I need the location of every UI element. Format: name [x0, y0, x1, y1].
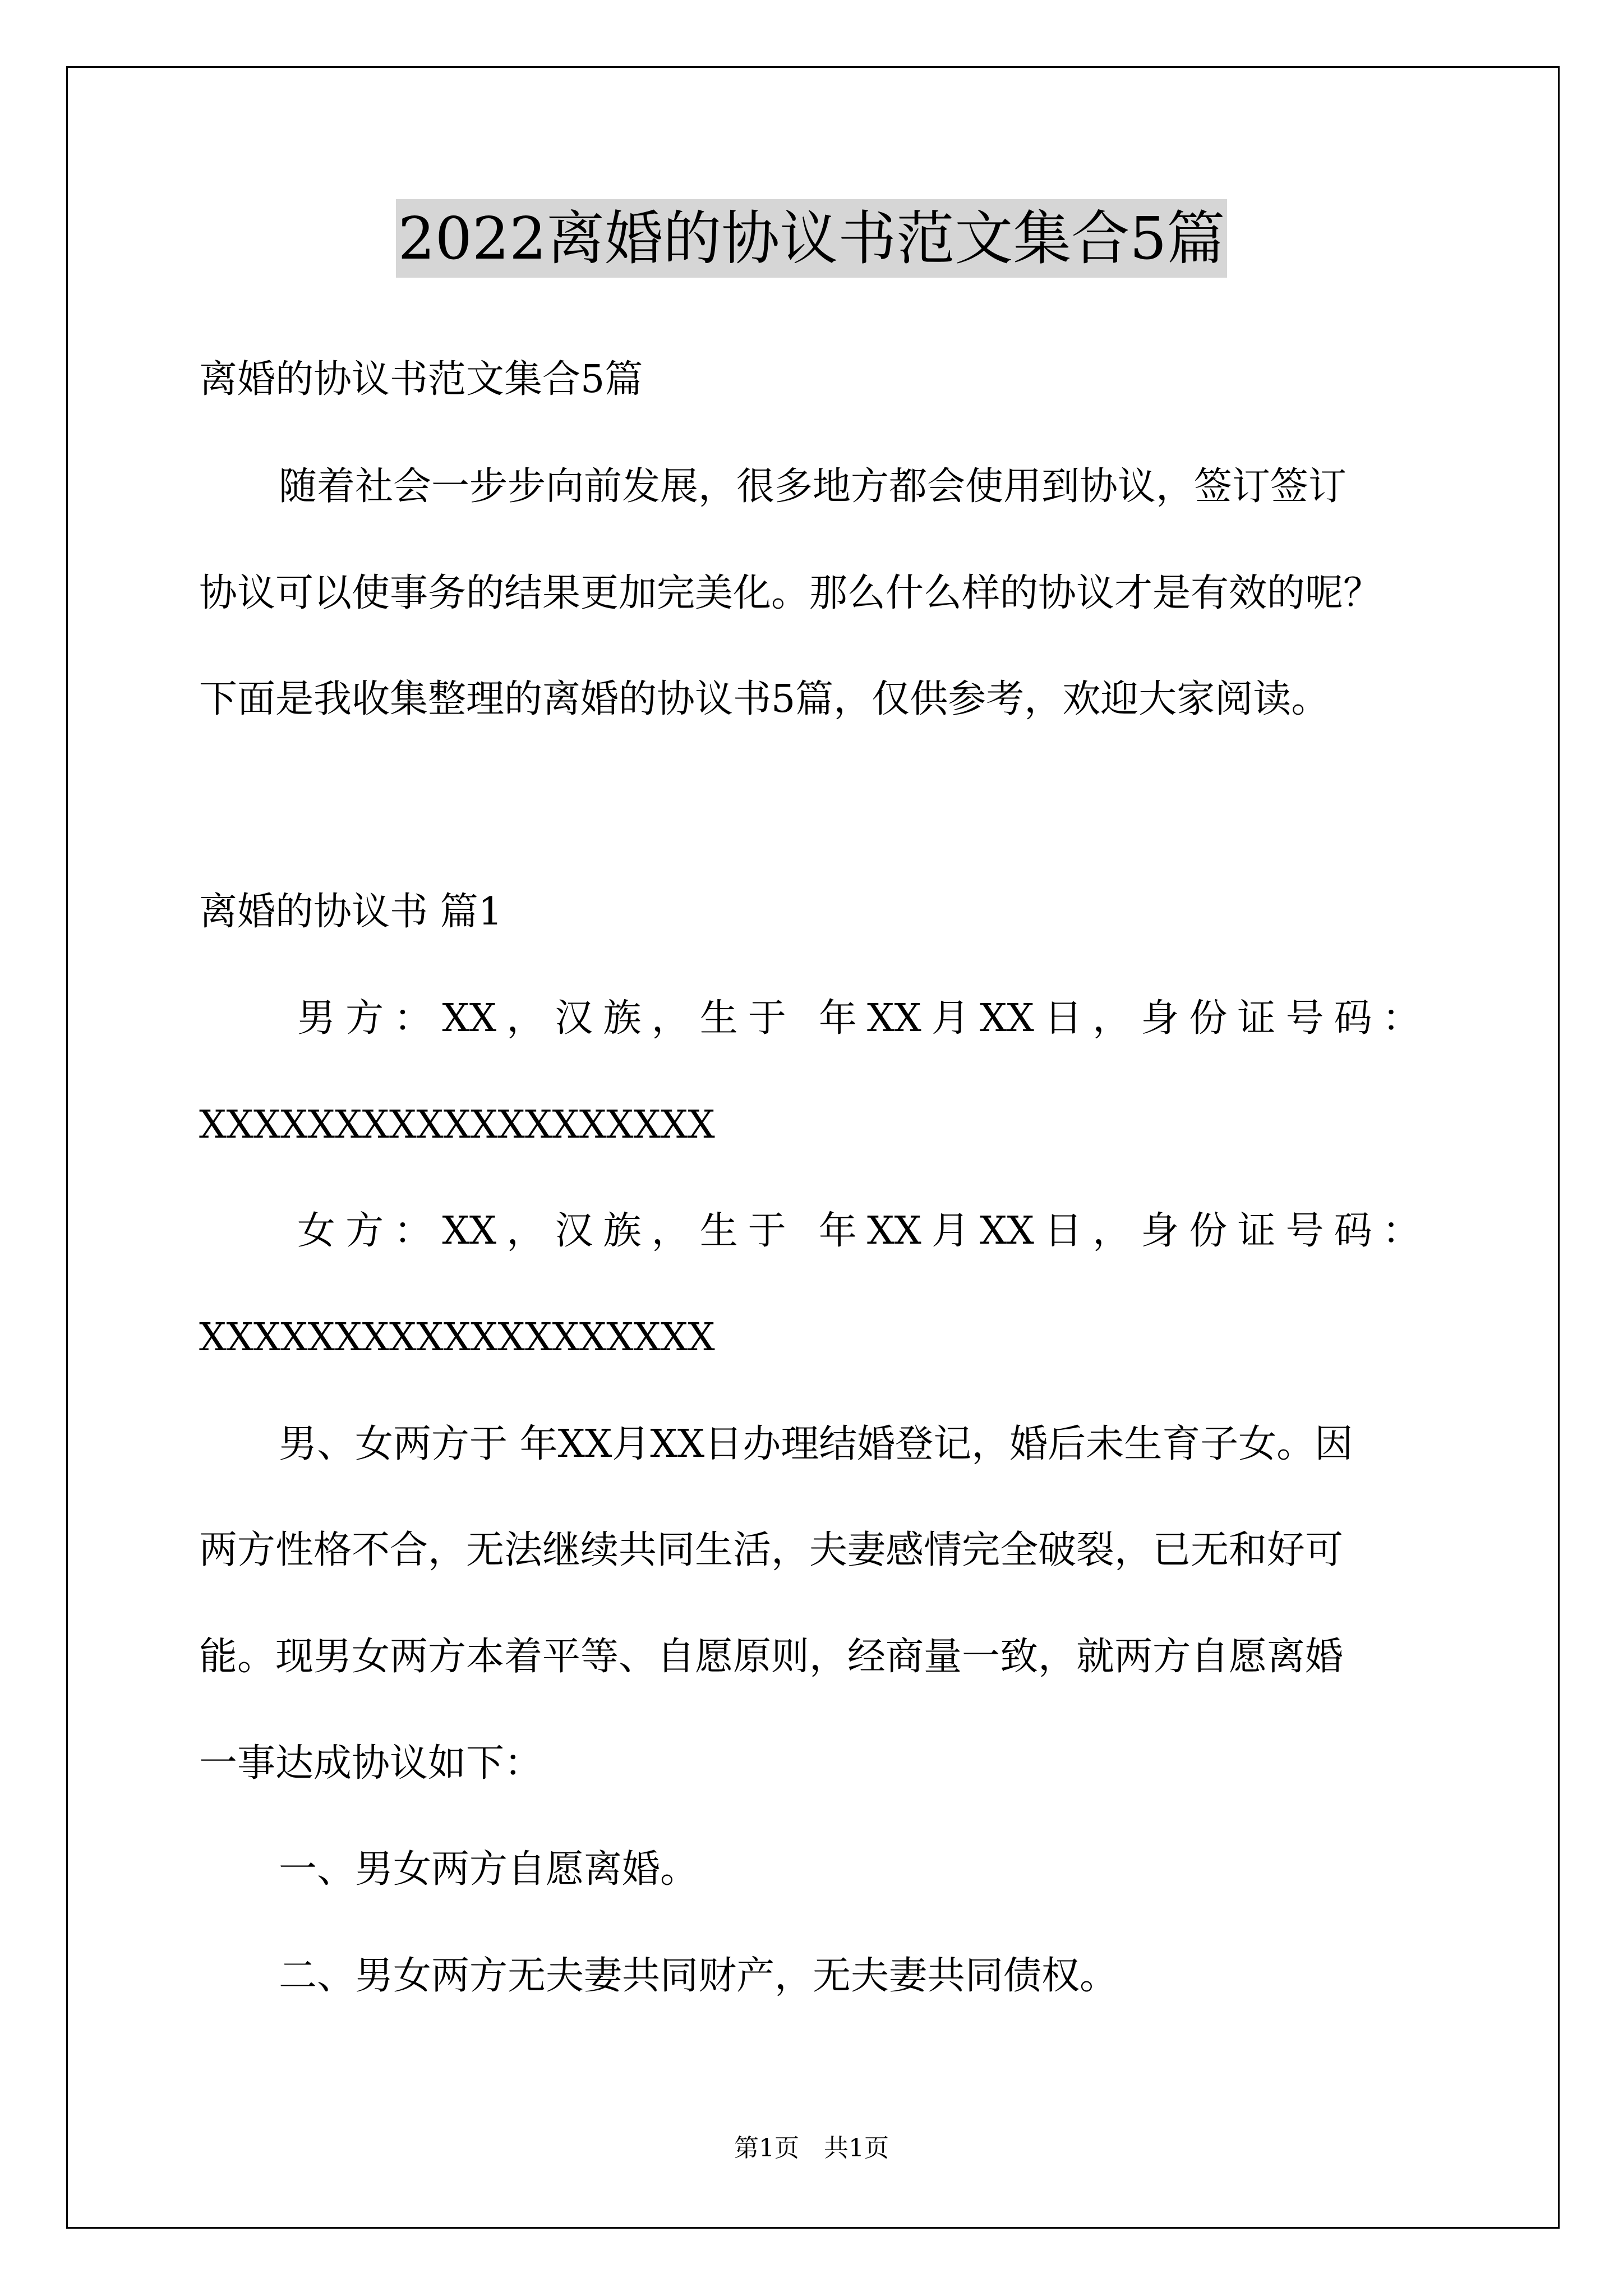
- intro-line-3: 下面是我收集整理的离婚的协议书5篇，仅供参考，欢迎大家阅读。: [199, 677, 1330, 721]
- female-token: XX: [442, 1209, 497, 1253]
- male-token: 月: [931, 996, 970, 1041]
- male-token: ，: [651, 996, 690, 1041]
- male-token: XX: [980, 996, 1034, 1041]
- female-token: ，: [1092, 1209, 1131, 1253]
- male-id-number: XXXXXXXXXXXXXXXXXXX: [199, 1103, 715, 1147]
- female-token: ：: [394, 1209, 432, 1253]
- male-party-line: [297, 996, 1421, 1041]
- female-token: ，: [506, 1209, 545, 1253]
- male-token: 于: [748, 996, 786, 1041]
- male-token: 号: [1285, 996, 1324, 1041]
- clause-1: 一、男女两方自愿离婚。: [279, 1847, 699, 1892]
- female-token: 号: [1285, 1209, 1324, 1253]
- body-line-2: 两方性格不合，无法继续共同生活，夫妻感情完全破裂，已无和好可: [199, 1528, 1344, 1572]
- male-token: XX: [442, 996, 497, 1041]
- male-token: XX: [867, 996, 921, 1041]
- male-token: 证: [1237, 996, 1276, 1041]
- page-footer: 第1页 共1页: [734, 2134, 889, 2162]
- female-token: 汉: [555, 1209, 593, 1253]
- male-token: 男: [297, 996, 336, 1041]
- female-token: 身: [1141, 1209, 1179, 1253]
- male-token: 生: [699, 996, 738, 1041]
- title-container: [0, 199, 1623, 278]
- female-token: 月: [931, 1209, 970, 1253]
- male-token: ，: [1092, 996, 1131, 1041]
- male-token: 方: [345, 996, 384, 1041]
- female-token: 女: [297, 1209, 336, 1253]
- male-token: 年: [818, 996, 857, 1041]
- clause-2: 二、男女两方无夫妻共同财产，无夫妻共同债权。: [279, 1954, 1118, 1998]
- female-token: 族: [603, 1209, 642, 1253]
- intro-line-2: 协议可以使事务的结果更加完美化。那么什么样的协议才是有效的呢？: [199, 571, 1382, 615]
- male-token: ：: [394, 996, 432, 1041]
- female-id-number: XXXXXXXXXXXXXXXXXXX: [199, 1315, 715, 1360]
- male-token: ：: [1382, 996, 1421, 1041]
- female-token: 日: [1044, 1209, 1082, 1253]
- female-token: XX: [980, 1209, 1034, 1253]
- female-token: 方: [345, 1209, 384, 1253]
- female-token: 份: [1189, 1209, 1228, 1253]
- female-party-line: [297, 1209, 1421, 1254]
- female-token: ：: [1382, 1209, 1421, 1253]
- body-line-4: 一事达成协议如下：: [199, 1741, 543, 1786]
- female-token: 年: [818, 1209, 857, 1253]
- female-token: 于: [748, 1209, 786, 1253]
- male-token: 族: [603, 996, 642, 1041]
- male-token: 份: [1189, 996, 1228, 1041]
- male-token: 码: [1334, 996, 1372, 1041]
- female-token: 码: [1334, 1209, 1372, 1253]
- document-subtitle: 离婚的协议书范文集合5篇: [199, 357, 643, 402]
- body-line-1: 男、女两方于 年XX月XX日办理结婚登记，婚后未生育子女。因: [279, 1422, 1353, 1466]
- male-token: ，: [506, 996, 545, 1041]
- male-token: 汉: [555, 996, 593, 1041]
- female-token: 生: [699, 1209, 738, 1253]
- male-token: 日: [1044, 996, 1082, 1041]
- body-line-3: 能。现男女两方本着平等、自愿原则，经商量一致，就两方自愿离婚: [199, 1635, 1344, 1679]
- section-heading: 离婚的协议书 篇1: [199, 890, 502, 934]
- document-title: 2022离婚的协议书范文集合5篇: [396, 199, 1228, 278]
- female-token: ，: [651, 1209, 690, 1253]
- intro-line-1: 随着社会一步步向前发展，很多地方都会使用到协议，签订签订: [279, 464, 1347, 509]
- female-token: XX: [867, 1209, 921, 1253]
- male-token: 身: [1141, 996, 1179, 1041]
- female-token: 证: [1237, 1209, 1276, 1253]
